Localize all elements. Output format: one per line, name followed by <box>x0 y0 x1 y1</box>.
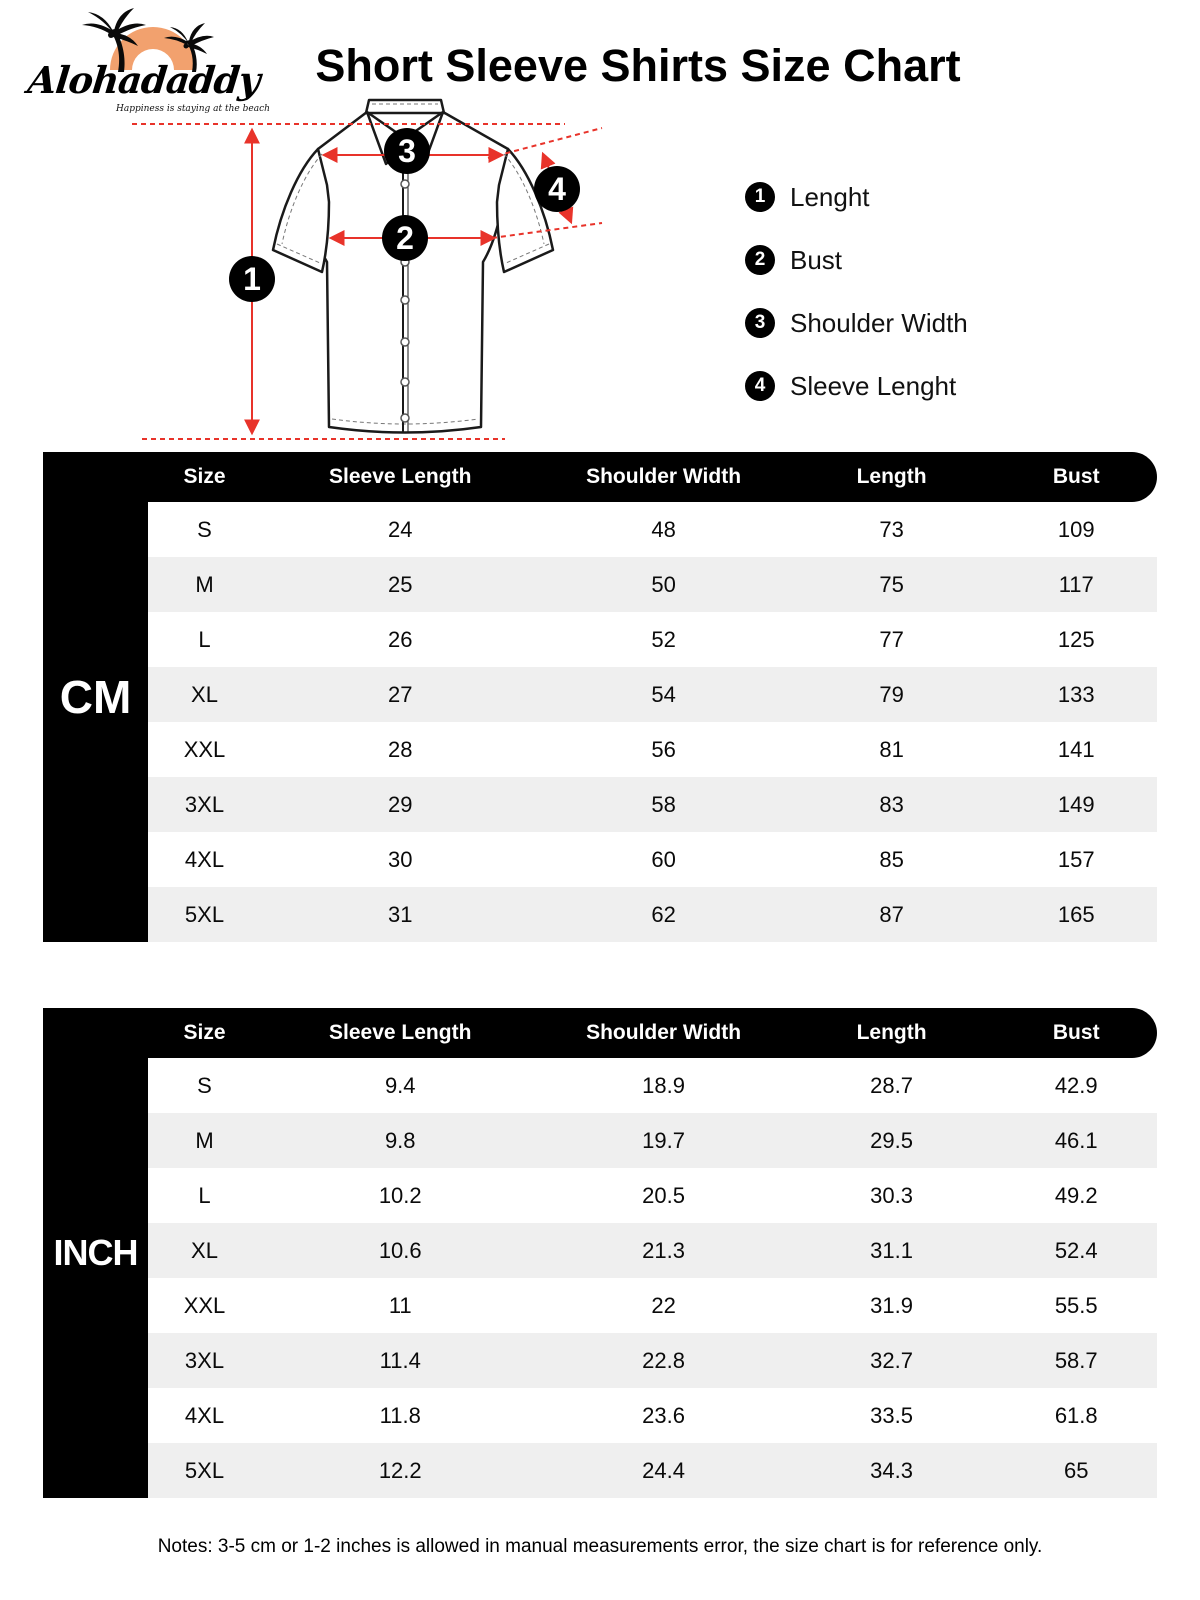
table-cell: 33.5 <box>870 1402 913 1428</box>
table-cell: 49.2 <box>1054 1182 1098 1208</box>
marker-3: 3 <box>398 133 416 169</box>
table-cell: 55.5 <box>1054 1292 1098 1318</box>
notes-text: Notes: 3-5 cm or 1-2 inches is allowed in manual measurements error, the size chart is for reference only. <box>157 1536 1043 1557</box>
table-cell: 26 <box>387 626 413 652</box>
brand-name: Alohadaddy <box>25 58 262 102</box>
table-cell: 28.7 <box>870 1072 913 1098</box>
table-row <box>148 1058 1157 1113</box>
table-cell: S <box>197 1072 212 1098</box>
table-row <box>148 1223 1157 1278</box>
table-row <box>148 722 1157 777</box>
table-cell: 75 <box>879 571 904 597</box>
size-table-cm <box>43 452 1157 942</box>
table-cell: 3XL <box>184 791 225 817</box>
table-cell: 125 <box>1057 626 1095 652</box>
table-row <box>148 1333 1157 1388</box>
table-cell: 46.1 <box>1054 1127 1098 1153</box>
table-row <box>148 1443 1157 1498</box>
table-cell: 29 <box>387 791 413 817</box>
table-cell: M <box>195 571 214 597</box>
measurement-legend <box>745 182 968 434</box>
table-cell: 157 <box>1057 846 1095 872</box>
table-cell: 10.2 <box>378 1182 422 1208</box>
table-cell: 31 <box>387 901 413 927</box>
table-cell: 21.3 <box>642 1237 685 1263</box>
table-body <box>148 502 1157 942</box>
table-cell: 32.7 <box>870 1347 913 1373</box>
legend-item-length: 1 Lenght <box>745 182 968 212</box>
table-cell: S <box>197 516 212 542</box>
marker-1: 1 <box>243 261 261 297</box>
table-cell: 34.3 <box>870 1457 913 1483</box>
table-cell: 23.6 <box>642 1402 685 1428</box>
table-cell: 29.5 <box>870 1127 913 1153</box>
brand-tagline: Happiness is staying at the beach <box>116 104 270 114</box>
table-row <box>148 832 1157 887</box>
table-cell: 18.9 <box>642 1072 685 1098</box>
table-cell: 79 <box>879 681 904 707</box>
table-cell: 141 <box>1057 736 1095 762</box>
table-cell: 4XL <box>184 846 225 872</box>
unit-label: INCH <box>53 1232 138 1273</box>
table-cell: M <box>195 1127 214 1153</box>
legend-item-sleeve-length: 4 Sleeve Lenght <box>745 371 968 401</box>
table-cell: 22.8 <box>642 1347 685 1373</box>
table-cell: 24 <box>387 516 413 542</box>
table-cell: 83 <box>879 791 904 817</box>
table-cell: 73 <box>879 516 904 542</box>
table-cell: 11.4 <box>379 1347 421 1373</box>
table-cell: 24.4 <box>642 1457 685 1483</box>
table-cell: XL <box>191 681 218 707</box>
table-row <box>148 557 1157 612</box>
table-cell: 165 <box>1057 901 1095 927</box>
table-cell: 30.3 <box>870 1182 913 1208</box>
table-cell: 11 <box>388 1292 412 1318</box>
table-cell: L <box>198 626 211 652</box>
legend-badge-4: 4 <box>745 371 775 401</box>
unit-band <box>43 1008 148 1498</box>
table-cell: 31.9 <box>870 1292 913 1318</box>
table-cell: 52 <box>651 626 676 652</box>
table-cell: 5XL <box>184 1457 225 1483</box>
table-cell: 58.7 <box>1054 1347 1098 1373</box>
table-row <box>148 1388 1157 1443</box>
table-cell: 10.6 <box>378 1237 422 1263</box>
table-cell: 149 <box>1057 791 1095 817</box>
table-cell: 42.9 <box>1054 1072 1098 1098</box>
table-cell: 22 <box>651 1292 676 1318</box>
table-cell: 85 <box>879 846 904 872</box>
legend-item-bust: 2 Bust <box>745 245 968 275</box>
table-cell: XXL <box>183 1292 226 1318</box>
column-header: Sleeve Length <box>329 465 472 488</box>
column-header: Size <box>183 1021 226 1044</box>
unit-label: CM <box>59 671 132 723</box>
column-header: Length <box>856 465 927 488</box>
table-row <box>148 1113 1157 1168</box>
table-cell: 61.8 <box>1054 1402 1098 1428</box>
column-header: Length <box>856 1021 927 1044</box>
table-cell: 60 <box>651 846 676 872</box>
table-cell: 12.2 <box>378 1457 422 1483</box>
table-cell: 87 <box>879 901 904 927</box>
column-header: Shoulder Width <box>586 465 742 488</box>
table-cell: 81 <box>879 736 904 762</box>
page-title: Short Sleeve Shirts Size Chart <box>315 40 961 91</box>
table-row <box>148 777 1157 832</box>
table-cell: 31.1 <box>870 1237 913 1263</box>
marker-4: 4 <box>548 171 566 207</box>
table-row <box>148 1278 1157 1333</box>
table-cell: 65 <box>1063 1457 1089 1483</box>
table-cell: 5XL <box>184 901 225 927</box>
table-cell: 54 <box>651 681 676 707</box>
table-cell: 133 <box>1057 681 1095 707</box>
table-cell: 50 <box>651 571 676 597</box>
table-cell: 117 <box>1058 571 1094 597</box>
table-cell: 11.8 <box>379 1402 421 1428</box>
table-cell: 4XL <box>184 1402 225 1428</box>
column-header: Size <box>183 465 226 488</box>
table-cell: 28 <box>387 736 413 762</box>
table-cell: XL <box>191 1237 218 1263</box>
column-header: Bust <box>1052 465 1100 488</box>
table-cell: 25 <box>387 571 413 597</box>
table-cell: XXL <box>183 736 226 762</box>
legend-item-shoulder-width: 3 Shoulder Width <box>745 308 968 338</box>
table-cell: 58 <box>651 791 676 817</box>
marker-2: 2 <box>396 220 414 256</box>
table-cell: 27 <box>387 681 413 707</box>
table-cell: 3XL <box>184 1347 225 1373</box>
column-header: Bust <box>1052 1021 1100 1044</box>
table-cell: 20.5 <box>642 1182 685 1208</box>
column-header: Shoulder Width <box>586 1021 742 1044</box>
table-cell: 9.8 <box>384 1127 416 1153</box>
table-cell: 77 <box>879 626 904 652</box>
table-row <box>148 887 1157 942</box>
table-cell: 19.7 <box>642 1127 685 1153</box>
table-header-row <box>43 452 1157 502</box>
table-cell: 9.4 <box>384 1072 416 1098</box>
legend-badge-1: 1 <box>745 182 775 212</box>
table-cell: 56 <box>651 736 676 762</box>
table-cell: 52.4 <box>1054 1237 1098 1263</box>
legend-badge-2: 2 <box>745 245 775 275</box>
legend-badge-3: 3 <box>745 308 775 338</box>
table-row <box>148 667 1157 722</box>
table-cell: 30 <box>387 846 413 872</box>
table-row <box>148 502 1157 557</box>
table-header-row <box>43 1008 1157 1058</box>
table-body <box>148 1058 1157 1498</box>
table-row <box>148 1168 1157 1223</box>
size-table-inch <box>43 1008 1157 1498</box>
shirt-measurement-diagram <box>110 92 610 452</box>
table-cell: 62 <box>651 901 676 927</box>
table-row <box>148 612 1157 667</box>
table-cell: L <box>198 1182 211 1208</box>
column-header: Sleeve Length <box>329 1021 472 1044</box>
unit-band <box>43 452 148 942</box>
table-cell: 48 <box>651 516 676 542</box>
table-cell: 109 <box>1057 516 1095 542</box>
